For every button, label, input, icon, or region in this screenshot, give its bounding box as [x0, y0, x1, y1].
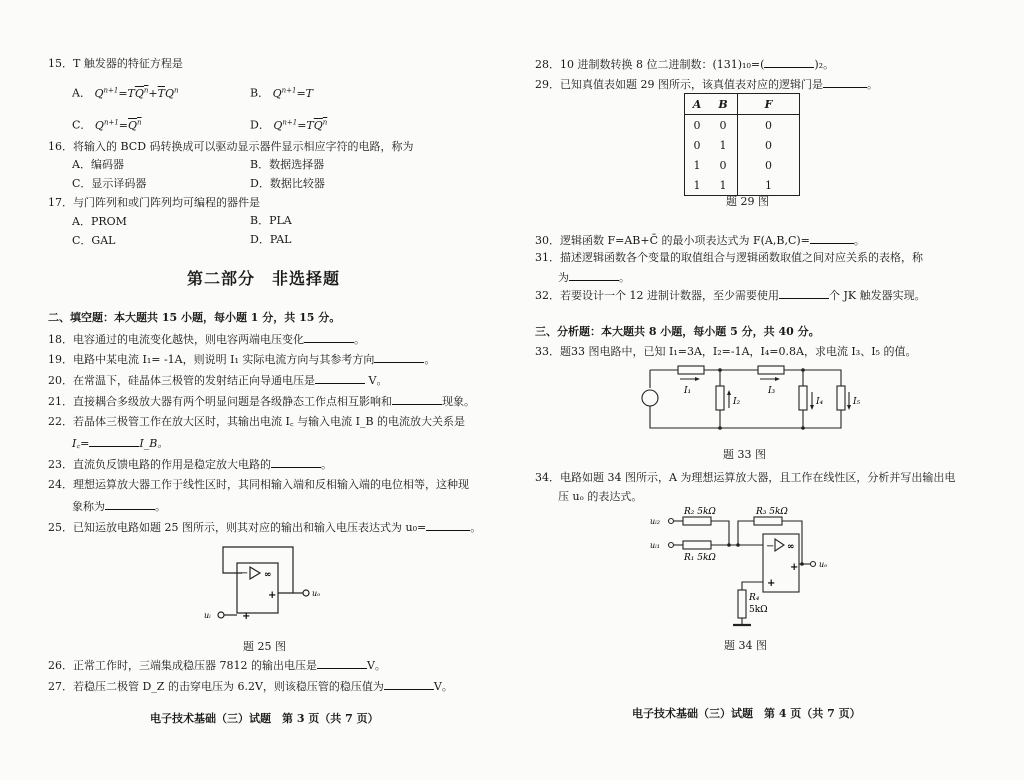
answer-blank[interactable]: [426, 520, 470, 531]
svg-text:R₃ 5kΩ: R₃ 5kΩ: [756, 507, 788, 517]
figure-34-caption: 题 34 图: [724, 639, 767, 652]
svg-text:−: −: [766, 541, 775, 552]
svg-text:uₒ: uₒ: [819, 560, 828, 569]
svg-text:+: +: [767, 578, 776, 589]
question-26: 26．正常工作时，三端集成稳压器 7812 的输出电压是 V。: [48, 659, 386, 672]
question-32: 32．若要设计一个 12 进制计数器，至少需要使用 个 JK 触发器实现。: [535, 289, 926, 302]
svg-text:R₁ 5kΩ: R₁ 5kΩ: [684, 553, 716, 563]
answer-blank[interactable]: [569, 270, 619, 281]
question-31-line1: 31．描述逻辑函数各个变量的取值组合与逻辑函数取值之间对应关系的表格，称: [535, 251, 923, 264]
q15-option-a: A． $Q^{n+1}=TQ^n+\overline{T}Q^n$: [72, 86, 179, 100]
question-24-line2: 象称为 。: [72, 500, 166, 513]
q16-option-a: A．编码器: [72, 158, 124, 171]
answer-blank[interactable]: [271, 457, 321, 468]
part-two-title: 第二部分 非选择题: [187, 269, 341, 288]
truth-table-row: 0 1 0: [685, 135, 800, 155]
question-15-stem: 15．T 触发器的特征方程是: [48, 57, 183, 70]
q16-option-b: B．数据选择器: [250, 158, 325, 171]
figure-34-circuit: [640, 502, 850, 632]
question-25: 25．已知运放电路如题 25 图所示，则其对应的输出和输入电压表达式为 u₀= 。: [48, 521, 482, 534]
q17-option-a: A．PROM: [72, 215, 127, 228]
answer-blank[interactable]: [304, 332, 354, 343]
truth-table-row: 1 1 1: [685, 175, 800, 196]
svg-text:I₂: I₂: [733, 397, 741, 407]
answer-blank[interactable]: [764, 57, 814, 68]
q17-option-c: C．GAL: [72, 234, 116, 247]
answer-blank[interactable]: [317, 658, 367, 669]
question-27: 27．若稳压二极管 D_Z 的击穿电压为 6.2V，则该稳压管的稳压值为 V。: [48, 680, 453, 693]
question-16-stem: 16．将输入的 BCD 码转换成可以驱动显示器件显示相应字符的电路，称为: [48, 140, 414, 153]
figure-25-caption: 题 25 图: [243, 640, 286, 653]
exam-page-4: [512, 0, 1024, 780]
figure-33-circuit: [640, 362, 861, 442]
figure-33-caption: 题 33 图: [723, 448, 766, 461]
minus-sign: −: [240, 568, 249, 579]
q15-option-c: C． $Q^{n+1}=Q^n$: [72, 118, 142, 132]
question-31-line2: 为 。: [558, 271, 630, 284]
question-17-stem: 17．与门阵列和或门阵列均可编程的器件是: [48, 196, 260, 209]
question-23: 23．直流负反馈电路的作用是稳定放大电路的 。: [48, 458, 332, 471]
section-2-header: 二、填空题：本大题共 15 小题，每小题 1 分，共 15 分。: [48, 311, 341, 324]
svg-text:I₁: I₁: [684, 386, 692, 396]
answer-blank[interactable]: [374, 352, 424, 363]
svg-text:uᵢ₁: uᵢ₁: [650, 541, 660, 550]
question-28: 28．10 进制数转换 8 位二进制数：(131)₁₀=( )₂。: [535, 58, 835, 71]
figure-25-circuit: [190, 535, 350, 645]
figure-29-caption: 题 29 图: [726, 195, 769, 208]
answer-blank[interactable]: [105, 499, 155, 510]
q16-option-d: D．数据比较器: [250, 177, 325, 190]
svg-text:R₄: R₄: [749, 593, 760, 603]
svg-text:+: +: [242, 611, 251, 622]
svg-text:uᵢ₂: uᵢ₂: [650, 517, 660, 526]
answer-blank[interactable]: [384, 679, 434, 690]
svg-text:I₃: I₃: [768, 386, 776, 396]
svg-text:+: +: [790, 562, 799, 573]
svg-text:5kΩ: 5kΩ: [749, 605, 768, 615]
page-footer: 电子技术基础（三）试题 第 3 页（共 7 页）: [150, 712, 379, 725]
question-34-line2: 压 uₒ 的表达式。: [558, 490, 643, 503]
truth-table-header: A B F: [685, 94, 800, 115]
answer-blank[interactable]: [810, 233, 854, 244]
question-33: 33．题33 图电路中，已知 I₁=3A，I₂=-1A，I₄=0.8A，求电流 I₃、I₅ 的值。: [535, 345, 917, 358]
answer-blank[interactable]: [779, 288, 829, 299]
question-19: 19．电路中某电流 I₁= -1A，则说明 I₁ 实际电流方向与其参考方向 。: [48, 353, 436, 366]
q17-option-d: D．PAL: [250, 233, 292, 246]
q17-option-b: B．PLA: [250, 214, 292, 227]
voltage-source-icon: [642, 390, 658, 406]
truth-table-row: 0 0 0: [685, 115, 800, 136]
question-22-line2: I꜀= I_B。: [72, 437, 169, 450]
page-footer: 电子技术基础（三）试题 第 4 页（共 7 页）: [632, 707, 861, 720]
answer-blank[interactable]: [392, 394, 442, 405]
answer-blank[interactable]: [315, 373, 365, 384]
section-3-header: 三、分析题：本大题共 8 小题，每小题 5 分，共 40 分。: [535, 325, 820, 338]
svg-text:+: +: [268, 590, 277, 601]
infinity-icon: ∞: [787, 542, 795, 552]
q15-option-d: D． $Q^{n+1}=TQ^n$: [250, 118, 328, 132]
svg-text:R₂ 5kΩ: R₂ 5kΩ: [684, 507, 716, 517]
question-30: 30．逻辑函数 F=AB+C̄ 的最小项表达式为 F(A,B,C)= 。: [535, 234, 865, 247]
q16-option-c: C．显示译码器: [72, 177, 147, 190]
q15-option-b: B． $Q^{n+1}=T$: [250, 86, 314, 100]
infinity-icon: ∞: [264, 570, 272, 580]
question-24-line1: 24．理想运算放大器工作于线性区时，其同相输入端和反相输入端的电位相等，这种现: [48, 478, 469, 491]
svg-text:I₅: I₅: [853, 397, 861, 407]
question-29: 29．已知真值表如题 29 图所示，该真值表对应的逻辑门是 。: [535, 78, 878, 91]
answer-blank[interactable]: [89, 436, 139, 447]
output-label: uₒ: [312, 589, 321, 598]
truth-table: [684, 93, 800, 196]
question-34-line1: 34．电路如题 34 图所示，A 为理想运算放大器，且工作在线性区，分析并写出输出电: [535, 471, 956, 484]
answer-blank[interactable]: [823, 77, 867, 88]
question-18: 18．电容通过的电流变化越快，则电容两端电压变化 。: [48, 333, 365, 346]
question-20: 20．在常温下，硅晶体三极管的发射结正向导通电压是 V。: [48, 374, 388, 387]
question-21: 21．直接耦合多级放大器有两个明显问题是各级静态工作点相互影响和 现象。: [48, 395, 475, 408]
question-22-line1: 22．若晶体三极管工作在放大区时，其输出电流 I꜀ 与输入电流 I_B 的电流放大关系是: [48, 415, 466, 428]
svg-text:I₄: I₄: [816, 397, 824, 407]
input-label: uᵢ: [204, 611, 211, 620]
truth-table-row: 1 0 0: [685, 155, 800, 175]
